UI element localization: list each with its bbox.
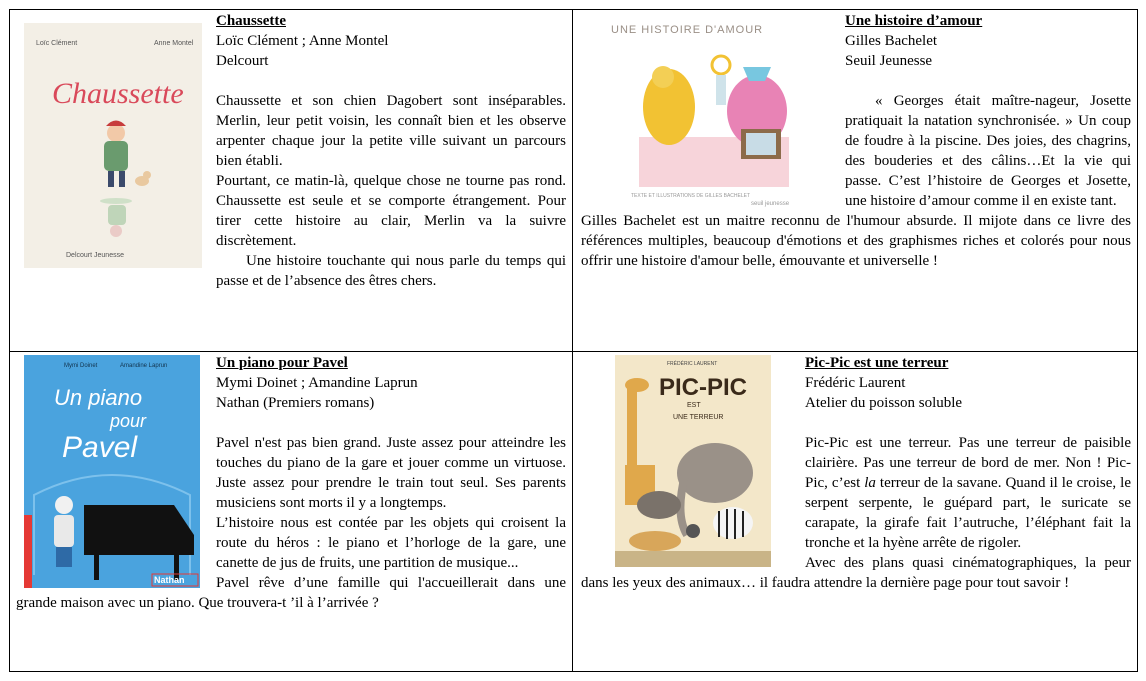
book-title: Pic-Pic est une terreur <box>805 355 949 371</box>
book-summary: L’histoire nous est contée par les objets qui croisent la route du héros : le piano et l’horloge de la gare, une canette de jus de fruits, une partition de musique... <box>216 515 566 571</box>
cover-title: PIC-PIC <box>659 374 748 401</box>
book-summary: Pavel rêve d’une famille qui l'accueillerait dans une grande maison avec un piano. Que trouvera-t ’il à l’arrivée ? <box>16 575 566 611</box>
book-authors: Frédéric Laurent <box>805 375 906 391</box>
book-summary: Pourtant, ce matin-là, quelque chose ne tourne pas rond. Chaussette est seule et se comporte étrangement. Pour tirer cette histoire au clair, Merlin va la suivre discrètement. <box>216 173 566 249</box>
cover-publisher: Delcourt Jeunesse <box>66 252 124 259</box>
summary-text: terreur de la savane. Quand il le croise, le serpent serpente, le guépard part, le suricate se carapate, la girafe fait l’autruche, l’éléphant fait la tronche et la hyène arrête de rigoler. <box>805 475 1132 551</box>
book-summary: Gilles Bachelet est un maitre reconnu de l'humour absurde. Il mijote dans ce livre des références multiples, beaucoup d'émotions et des graphismes riches et colorés pour nous offrir une histoire d'amour belle, émouvante et universelle ! <box>581 213 1131 269</box>
book-title: Un piano pour Pavel <box>216 355 348 371</box>
book-cell-chaussette <box>16 11 566 291</box>
table-divider-vertical <box>572 9 573 672</box>
book-authors: Loïc Clément ; Anne Montel <box>216 33 389 49</box>
cover-title-middle: EST <box>687 402 701 409</box>
book-summary: Avec des plans quasi cinématographiques, la peur dans les yeux des animaux… il faudra attendre la dernière page pour tout savoir ! <box>581 555 1131 591</box>
chaussette-cover-illustration <box>24 23 202 268</box>
book-cover-piano-pavel <box>24 355 200 588</box>
piano-pavel-cover-illustration <box>24 355 200 588</box>
book-summary: Pavel n'est pas bien grand. Juste assez pour atteindre les touches du piano de la gare et jouer comme un virtuose. Juste assez pour prendre le train tout seul. Ses parents musiciens sont morts il y a longtemps. <box>216 435 566 511</box>
cover-title-line: Un piano <box>54 385 143 410</box>
cover-author-left: Loïc Clément <box>36 40 78 47</box>
book-summary: « Georges était maître-nageur, Josette pratiquait la natation synchronisée. » Un coup de foudre à la piscine. Des joies, des chagrins, des bouderies et des câlins…Et la vie qui passe. C’est l’histoire de Georges et Josette, une histoire d’amour comme il en existe tant. <box>845 93 1131 209</box>
cover-title: UNE HISTOIRE D'AMOUR <box>611 24 764 36</box>
cover-subtitle: TEXTE ET ILLUSTRATIONS DE GILLES BACHELET <box>631 193 751 199</box>
book-title: Chaussette <box>216 13 286 29</box>
book-cell-piano-pavel <box>16 353 566 613</box>
cover-illustrator: Amandine Laprun <box>120 363 168 369</box>
book-cell-histoire-amour <box>581 11 1131 271</box>
cover-publisher-logo: Nathan <box>154 575 185 585</box>
book-authors: Gilles Bachelet <box>845 33 938 49</box>
book-cover-pic-pic <box>615 355 771 567</box>
book-cell-pic-pic <box>581 353 1131 593</box>
pic-pic-cover-illustration <box>615 355 771 567</box>
cover-subtitle: UNE TERREUR <box>673 414 724 421</box>
summary-italic: la <box>864 475 876 491</box>
cover-title-line: Pavel <box>62 431 138 464</box>
book-publisher: Nathan (Premiers romans) <box>216 395 375 411</box>
book-cover-chaussette <box>24 23 202 268</box>
cover-author: Mymi Doinet <box>64 363 98 369</box>
cover-title: Chaussette <box>52 77 184 110</box>
cover-title-line: pour <box>110 411 147 431</box>
cover-publisher: seuil jeunesse <box>751 201 790 207</box>
book-publisher: Seuil Jeunesse <box>845 53 933 69</box>
cover-author-right: Anne Montel <box>154 40 194 47</box>
cover-author: FRÉDÉRIC LAURENT <box>667 361 718 367</box>
book-cover-histoire-amour <box>611 19 825 209</box>
book-authors: Mymi Doinet ; Amandine Laprun <box>216 375 418 391</box>
book-summary: Une histoire touchante qui nous parle du temps qui passe et de l’absence des êtres chers. <box>216 253 566 289</box>
histoire-amour-cover-illustration <box>611 19 825 209</box>
summary-text: Pic-Pic est une terreur. Pas une terreur de paisible clairière. Pas une terreur de bord de mer. Non ! Pic-Pic, c’est <box>805 435 1131 491</box>
book-title: Une histoire d’amour <box>845 13 983 29</box>
book-publisher: Atelier du poisson soluble <box>805 395 963 411</box>
book-publisher: Delcourt <box>216 53 269 69</box>
book-summary: Chaussette et son chien Dagobert sont inséparables. Merlin, leur petit voisin, les connaît bien et les observe arpenter chaque jour la petite ville suivant un parcours bien établi. <box>216 93 566 169</box>
table-divider-horizontal <box>9 351 1138 352</box>
